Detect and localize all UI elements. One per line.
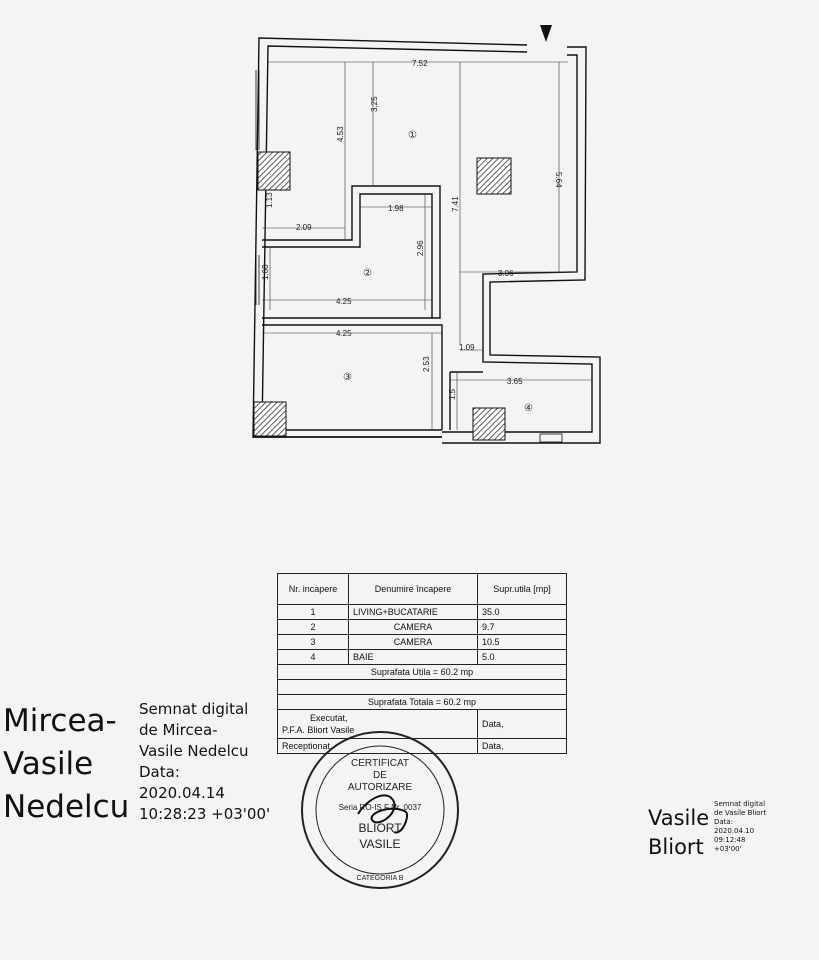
executed-by: P.F.A. Bliort Vasile: [282, 725, 355, 735]
signer-name-1: Mircea- Vasile Nedelcu: [3, 703, 130, 825]
floor-plan: [0, 0, 819, 460]
signer-name-2: Vasile Bliort: [648, 806, 710, 859]
stamp-name: VASILE: [359, 837, 401, 851]
room-number-3: ③: [343, 372, 352, 383]
stamp-category: CATEGORIA B: [356, 875, 404, 882]
dim-label: 1.13: [265, 192, 274, 208]
executed-date: Data,: [478, 710, 567, 739]
cell-area: 35.0: [478, 605, 567, 620]
signer-details-1: Semnat digital de Mircea- Vasile Nedelcu Data: 2020.04.14 10:28:23 +03'00': [139, 700, 271, 823]
dim-label: 7.52: [412, 59, 428, 68]
cell-area: 5.0: [478, 650, 567, 665]
table-row: [278, 650, 567, 665]
stamp-series: Seria RO-IS F Nr. 0037: [338, 803, 422, 812]
cell-name: CAMERA: [349, 620, 478, 635]
dim-label: 1.5: [448, 388, 457, 400]
dim-label: 3.65: [507, 377, 523, 386]
rooms-table: [277, 573, 567, 754]
useful-total-row: [278, 665, 567, 680]
dim-label: 2.53: [422, 356, 431, 372]
stamp-text: CERTIFICAT: [351, 758, 409, 769]
spacer-cell: [278, 680, 567, 695]
dimension-lines: [262, 62, 592, 430]
dim-label: 2.09: [296, 223, 312, 232]
executed-label: Executat,: [310, 713, 348, 723]
walls: [253, 38, 600, 443]
cell-no: 4: [278, 650, 349, 665]
received-date: Data,: [478, 739, 567, 754]
column: [473, 408, 505, 440]
cell-no: 2: [278, 620, 349, 635]
table-row: [278, 605, 567, 620]
column: [254, 402, 286, 436]
dim-label: 1.68: [261, 264, 270, 280]
stamp: [298, 728, 462, 892]
cell-area: 9.7: [478, 620, 567, 635]
header-name: Denumire încapere: [349, 574, 478, 605]
total-area: Suprafata Totala = 60.2 mp: [278, 695, 567, 710]
table-row: [278, 620, 567, 635]
column: [258, 152, 290, 190]
stamp-text: DE: [373, 770, 387, 781]
header-no: Nr. incapere: [278, 574, 349, 605]
dim-label: 5.64: [554, 172, 563, 188]
stamp-name: BLIORT: [358, 821, 402, 835]
column: [477, 158, 511, 194]
table-row: [278, 635, 567, 650]
room-number-2: ②: [363, 268, 372, 279]
dim-label: 3.06: [498, 269, 514, 278]
entrance-arrow-icon: [540, 25, 552, 42]
cell-name: LIVING+BUCATARIE: [349, 605, 478, 620]
table-header-row: [278, 574, 567, 605]
dim-label: 4.25: [336, 297, 352, 306]
cell-no: 3: [278, 635, 349, 650]
dim-label: 1.09: [459, 343, 475, 352]
useful-total: Suprafata Utila = 60.2 mp: [278, 665, 567, 680]
dim-label: 3.25: [370, 96, 379, 112]
cell-name: CAMERA: [349, 635, 478, 650]
header-area: Supr.utila [mp]: [478, 574, 567, 605]
dim-label: 7.41: [451, 196, 460, 212]
received-label: Receptionat,: [278, 739, 478, 754]
cell-no: 1: [278, 605, 349, 620]
dim-label: 4.25: [336, 329, 352, 338]
dim-label: 2.96: [416, 240, 425, 256]
signer-details-2: Semnat digital de Vasile Bliort Data: 2020.04.10 09:12:48 +03'00': [714, 800, 767, 853]
spacer-row: [278, 680, 567, 695]
room-number-4: ④: [524, 403, 533, 414]
total-row: [278, 695, 567, 710]
stamp-text: AUTORIZARE: [347, 782, 413, 793]
dim-label: 1.98: [388, 204, 404, 213]
room-number-1: ①: [408, 130, 417, 141]
windows: [256, 70, 562, 442]
dim-label: 4.53: [336, 126, 345, 142]
cell-name: BAIE: [349, 650, 478, 665]
cell-area: 10.5: [478, 635, 567, 650]
